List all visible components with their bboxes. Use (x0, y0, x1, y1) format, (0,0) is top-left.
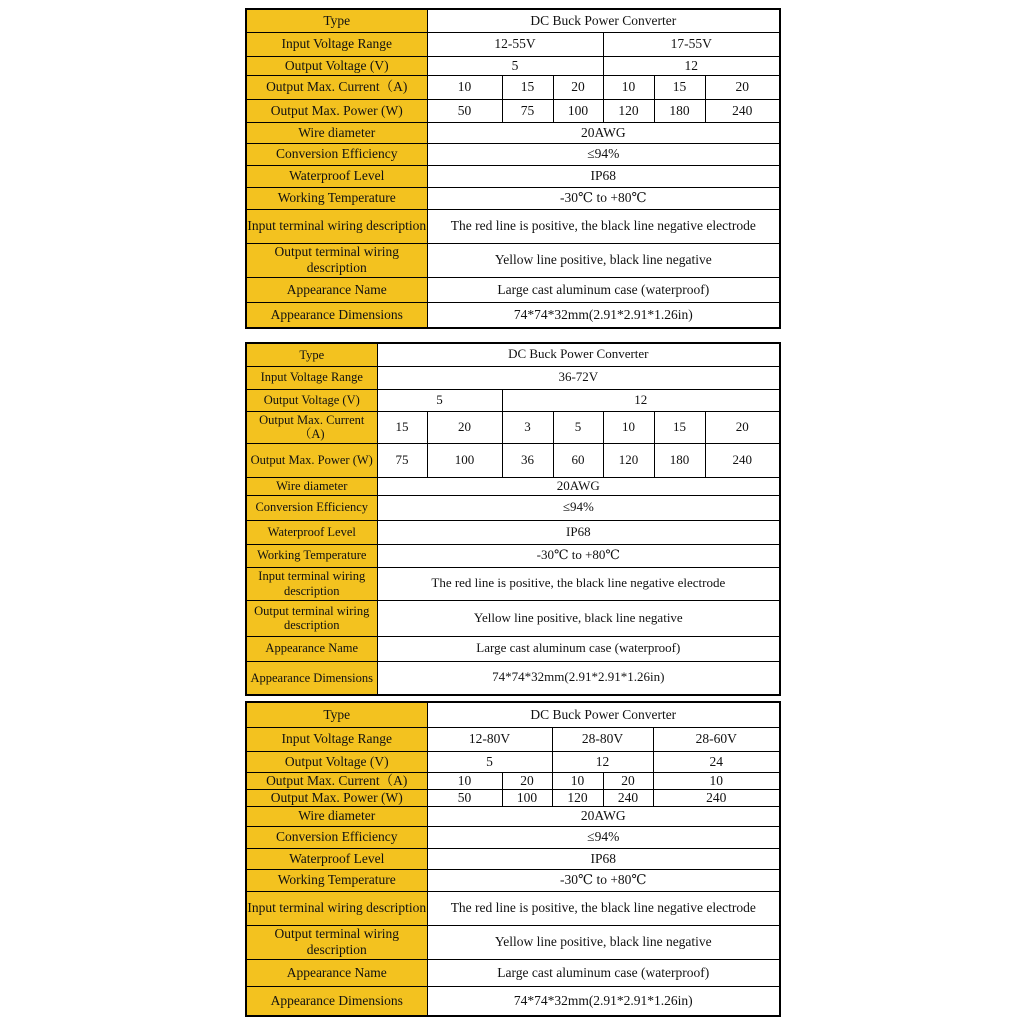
row-type (246, 343, 780, 366)
dimensions-value: 74*74*32mm(2.91*2.91*1.26in) (427, 302, 780, 328)
temperature-value: -30℃ to +80℃ (427, 187, 780, 209)
row-input-voltage (246, 727, 780, 751)
output-voltage-label: Output Voltage (V) (246, 56, 427, 75)
current-cell: 20 (603, 772, 653, 789)
type-label: Type (246, 702, 427, 727)
appearance-name-label: Appearance Name (246, 636, 377, 661)
current-cell: 20 (553, 75, 603, 99)
output-voltage-value: 12 (603, 56, 780, 75)
spec-table-3 (245, 701, 781, 1017)
row-waterproof (246, 848, 780, 869)
efficiency-value: ≤94% (427, 826, 780, 848)
power-cell: 75 (377, 443, 427, 477)
row-input-wiring (246, 209, 780, 243)
appearance-name-label: Appearance Name (246, 959, 427, 986)
output-wiring-label: Output terminal wiring description (246, 600, 377, 636)
efficiency-value: ≤94% (377, 495, 780, 520)
row-output-current (246, 772, 780, 789)
wire-label: Wire diameter (246, 806, 427, 826)
waterproof-label: Waterproof Level (246, 165, 427, 187)
current-cell: 15 (654, 75, 705, 99)
row-output-power (246, 443, 780, 477)
input-voltage-value: 12-80V (427, 727, 552, 751)
power-cell: 50 (427, 789, 502, 806)
output-current-label: Output Max. Current（A) (246, 411, 377, 443)
row-output-wiring (246, 600, 780, 636)
row-wire (246, 806, 780, 826)
row-dimensions (246, 986, 780, 1016)
row-output-power (246, 789, 780, 806)
power-cell: 36 (502, 443, 553, 477)
row-waterproof (246, 165, 780, 187)
current-cell: 10 (653, 772, 780, 789)
output-voltage-value: 5 (427, 56, 603, 75)
input-voltage-label: Input Voltage Range (246, 366, 377, 389)
output-power-label: Output Max. Power (W) (246, 99, 427, 122)
efficiency-label: Conversion Efficiency (246, 826, 427, 848)
dimensions-label: Appearance Dimensions (246, 661, 377, 695)
output-voltage-value: 12 (502, 389, 780, 411)
output-wiring-label: Output terminal wiring description (246, 925, 427, 959)
wire-value: 20AWG (427, 806, 780, 826)
row-temperature (246, 187, 780, 209)
input-voltage-value: 36-72V (377, 366, 780, 389)
waterproof-label: Waterproof Level (246, 848, 427, 869)
row-wire (246, 122, 780, 143)
input-voltage-value: 28-80V (552, 727, 653, 751)
output-power-label: Output Max. Power (W) (246, 443, 377, 477)
current-cell: 5 (553, 411, 603, 443)
power-cell: 240 (603, 789, 653, 806)
waterproof-value: IP68 (427, 165, 780, 187)
appearance-name-label: Appearance Name (246, 277, 427, 302)
row-output-voltage (246, 751, 780, 772)
current-cell: 10 (427, 75, 502, 99)
input-wiring-value: The red line is positive, the black line negative electrode (427, 209, 780, 243)
current-cell: 20 (705, 75, 780, 99)
row-output-wiring (246, 925, 780, 959)
row-type (246, 702, 780, 727)
output-current-label: Output Max. Current（A) (246, 75, 427, 99)
type-value: DC Buck Power Converter (427, 702, 780, 727)
input-wiring-value: The red line is positive, the black line negative electrode (377, 567, 780, 600)
wire-label: Wire diameter (246, 122, 427, 143)
output-voltage-value: 12 (552, 751, 653, 772)
row-output-voltage (246, 389, 780, 411)
dimensions-label: Appearance Dimensions (246, 302, 427, 328)
power-cell: 240 (653, 789, 780, 806)
wire-value: 20AWG (427, 122, 780, 143)
input-voltage-label: Input Voltage Range (246, 727, 427, 751)
row-appearance-name (246, 277, 780, 302)
appearance-name-value: Large cast aluminum case (waterproof) (377, 636, 780, 661)
row-wire (246, 477, 780, 495)
row-input-wiring (246, 567, 780, 600)
appearance-name-value: Large cast aluminum case (waterproof) (427, 959, 780, 986)
waterproof-label: Waterproof Level (246, 520, 377, 544)
power-cell: 75 (502, 99, 553, 122)
power-cell: 120 (552, 789, 603, 806)
output-wiring-value: Yellow line positive, black line negative (427, 925, 780, 959)
waterproof-value: IP68 (427, 848, 780, 869)
row-efficiency (246, 143, 780, 165)
row-efficiency (246, 826, 780, 848)
power-cell: 180 (654, 443, 705, 477)
power-cell: 240 (705, 99, 780, 122)
input-voltage-label: Input Voltage Range (246, 32, 427, 56)
row-input-voltage (246, 32, 780, 56)
row-output-voltage (246, 56, 780, 75)
row-temperature (246, 544, 780, 567)
power-cell: 240 (705, 443, 780, 477)
input-voltage-value: 12-55V (427, 32, 603, 56)
row-output-power (246, 99, 780, 122)
row-appearance-name (246, 636, 780, 661)
output-wiring-value: Yellow line positive, black line negative (377, 600, 780, 636)
current-cell: 20 (427, 411, 502, 443)
spec-table-2 (245, 342, 781, 696)
row-input-wiring (246, 891, 780, 925)
temperature-label: Working Temperature (246, 869, 427, 891)
row-output-current (246, 411, 780, 443)
temperature-value: -30℃ to +80℃ (377, 544, 780, 567)
power-cell: 50 (427, 99, 502, 122)
current-cell: 20 (502, 772, 552, 789)
row-output-current (246, 75, 780, 99)
efficiency-label: Conversion Efficiency (246, 143, 427, 165)
type-value: DC Buck Power Converter (377, 343, 780, 366)
row-dimensions (246, 302, 780, 328)
output-power-label: Output Max. Power (W) (246, 789, 427, 806)
dimensions-value: 74*74*32mm(2.91*2.91*1.26in) (427, 986, 780, 1016)
power-cell: 100 (502, 789, 552, 806)
power-cell: 120 (603, 99, 654, 122)
current-cell: 10 (427, 772, 502, 789)
row-waterproof (246, 520, 780, 544)
output-voltage-value: 5 (377, 389, 502, 411)
type-label: Type (246, 9, 427, 32)
dimensions-label: Appearance Dimensions (246, 986, 427, 1016)
output-wiring-value: Yellow line positive, black line negative (427, 243, 780, 277)
current-cell: 15 (502, 75, 553, 99)
appearance-name-value: Large cast aluminum case (waterproof) (427, 277, 780, 302)
efficiency-value: ≤94% (427, 143, 780, 165)
current-cell: 10 (552, 772, 603, 789)
row-input-voltage (246, 366, 780, 389)
wire-value: 20AWG (377, 477, 780, 495)
input-wiring-value: The red line is positive, the black line negative electrode (427, 891, 780, 925)
output-voltage-label: Output Voltage (V) (246, 751, 427, 772)
temperature-label: Working Temperature (246, 187, 427, 209)
power-cell: 100 (553, 99, 603, 122)
dimensions-value: 74*74*32mm(2.91*2.91*1.26in) (377, 661, 780, 695)
wire-label: Wire diameter (246, 477, 377, 495)
efficiency-label: Conversion Efficiency (246, 495, 377, 520)
power-cell: 60 (553, 443, 603, 477)
row-temperature (246, 869, 780, 891)
current-cell: 20 (705, 411, 780, 443)
row-appearance-name (246, 959, 780, 986)
input-voltage-value: 17-55V (603, 32, 780, 56)
output-voltage-label: Output Voltage (V) (246, 389, 377, 411)
output-voltage-value: 5 (427, 751, 552, 772)
current-cell: 15 (654, 411, 705, 443)
current-cell: 10 (603, 411, 654, 443)
output-current-label: Output Max. Current（A) (246, 772, 427, 789)
power-cell: 180 (654, 99, 705, 122)
type-label: Type (246, 343, 377, 366)
input-wiring-label: Input terminal wiring description (246, 209, 427, 243)
row-output-wiring (246, 243, 780, 277)
row-type (246, 9, 780, 32)
current-cell: 15 (377, 411, 427, 443)
row-dimensions (246, 661, 780, 695)
input-voltage-value: 28-60V (653, 727, 780, 751)
temperature-label: Working Temperature (246, 544, 377, 567)
current-cell: 10 (603, 75, 654, 99)
input-wiring-label: Input terminal wiring description (246, 567, 377, 600)
row-efficiency (246, 495, 780, 520)
power-cell: 100 (427, 443, 502, 477)
input-wiring-label: Input terminal wiring description (246, 891, 427, 925)
temperature-value: -30℃ to +80℃ (427, 869, 780, 891)
output-wiring-label: Output terminal wiring description (246, 243, 427, 277)
power-cell: 120 (603, 443, 654, 477)
current-cell: 3 (502, 411, 553, 443)
type-value: DC Buck Power Converter (427, 9, 780, 32)
spec-table-1 (245, 8, 781, 329)
waterproof-value: IP68 (377, 520, 780, 544)
output-voltage-value: 24 (653, 751, 780, 772)
